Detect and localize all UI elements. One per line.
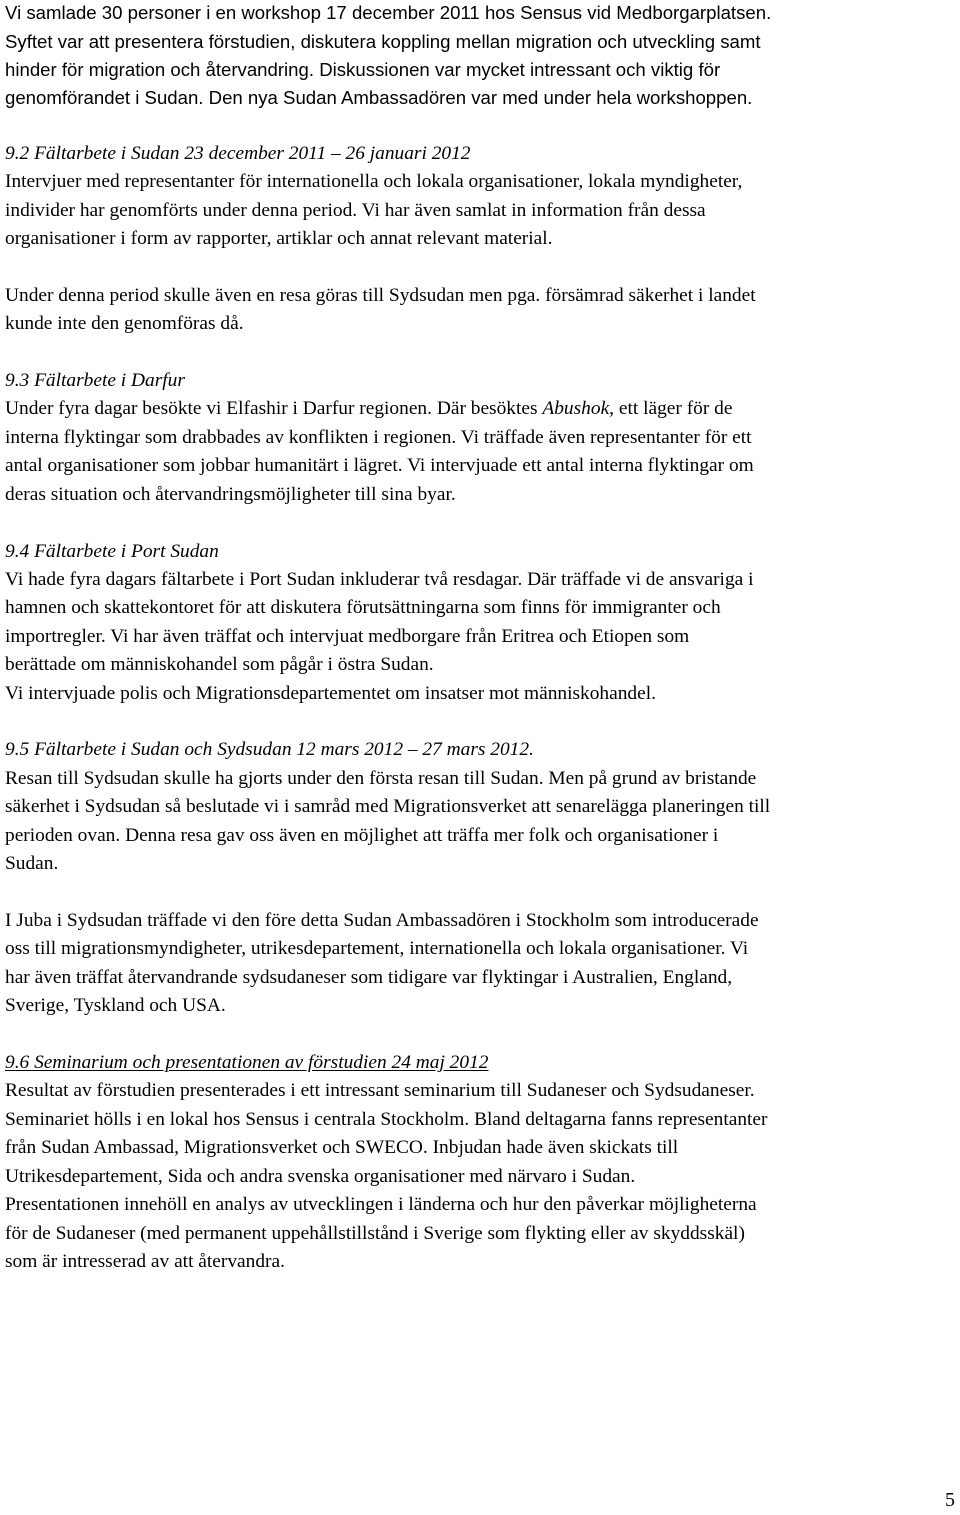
s92-line-1: Intervjuer med representanter för internationella och lokala organisationer, lokala myndigheter, <box>5 171 743 192</box>
s94-line-4: berättade om människohandel som pågår i östra Sudan. <box>5 654 434 675</box>
camp-name: Abushok <box>542 398 610 419</box>
intro-line-2: Syftet var att presentera förstudien, diskutera koppling mellan migration och utveckling samt <box>5 31 761 52</box>
s96-line-5: Presentationen innehöll en analys av utvecklingen i länderna och hur den påverkar möjligheterna <box>5 1194 757 1215</box>
s92-p2-line-1: Under denna period skulle även en resa göras till Sydsudan men pga. försämrad säkerhet i landet <box>5 285 756 306</box>
s92-line-3: organisationer i form av rapporter, artiklar och annat relevant material. <box>5 228 553 249</box>
s94-line-5: Vi intervjuade polis och Migrationsdepartementet om insatser mot människohandel. <box>5 683 656 704</box>
section-9-3-heading: 9.3 Fältarbete i Darfur <box>5 370 185 391</box>
s95-p2-line-3: har även träffat återvandrande sydsudaneser som tidigare var flyktingar i Australien, England, <box>5 967 733 988</box>
s95-p2-line-4: Sverige, Tyskland och USA. <box>5 995 226 1016</box>
s96-line-7: som är intresserad av att återvandra. <box>5 1251 285 1272</box>
s95-line-2: säkerhet i Sydsudan så beslutade vi i samråd med Migrationsverket att senarelägga planeringen till <box>5 796 771 817</box>
s93-line-4: deras situation och återvandringsmöjligheter till sina byar. <box>5 484 456 505</box>
s95-line-3: perioden ovan. Denna resa gav oss även en möjlighet att träffa mer folk och organisationer i <box>5 825 719 846</box>
section-9-5-heading: 9.5 Fältarbete i Sudan och Sydsudan 12 mars 2012 – 27 mars 2012. <box>5 739 534 760</box>
intro-line-1: Vi samlade 30 personer i en workshop 17 december 2011 hos Sensus vid Medborgarplatsen. <box>5 2 772 23</box>
s96-line-4: Utrikesdepartement, Sida och andra svenska organisationer med närvaro i Sudan. <box>5 1166 636 1187</box>
s96-line-3: från Sudan Ambassad, Migrationsverket och SWECO. Inbjudan hade även skickats till <box>5 1137 679 1158</box>
s93-line-1 <box>5 394 732 423</box>
s93-line-3: antal organisationer som jobbar humanitärt i lägret. Vi intervjuade ett antal interna flyktingar om <box>5 455 754 476</box>
intro-line-4: genomförandet i Sudan. Den nya Sudan Ambassadören var med under hela workshoppen. <box>5 87 753 108</box>
s95-p2-line-1: I Juba i Sydsudan träffade vi den före detta Sudan Ambassadören i Stockholm som introducerade <box>5 910 759 931</box>
s93-line-1-a: Under fyra dagar besökte vi Elfashir i Darfur regionen. <box>5 398 432 419</box>
s95-p2-line-2: oss till migrationsmyndigheter, utrikesdepartement, internationella och lokala organisationer. Vi <box>5 938 749 959</box>
s94-line-2: hamnen och skattekontoret för att diskutera förutsättningarna som finns för immigranter och <box>5 597 721 618</box>
s92-p2-line-2: kunde inte den genomföras då. <box>5 313 244 334</box>
section-9-4-heading: 9.4 Fältarbete i Port Sudan <box>5 541 219 562</box>
s94-line-3: importregler. Vi har även träffat och intervjuat medborgare från Eritrea och Etiopen som <box>5 626 690 647</box>
section-9-2-heading: 9.2 Fältarbete i Sudan 23 december 2011 – 26 januari 2012 <box>5 143 471 164</box>
s93-line-1-d: , ett läger för de <box>609 398 733 419</box>
s93-line-2: interna flyktingar som drabbades av konflikten i regionen. Vi träffade även representanter för ett <box>5 427 752 448</box>
s92-line-2: individer har genomförts under denna period. Vi har även samlat in information från dessa <box>5 200 706 221</box>
section-9-6-heading: 9.6 Seminarium och presentationen av förstudien 24 maj 2012 <box>5 1052 489 1073</box>
s96-line-2: Seminariet hölls i en lokal hos Sensus i centrala Stockholm. Bland deltagarna fanns representanter <box>5 1109 768 1130</box>
intro-line-3: hinder för migration och återvandring. Diskussionen var mycket intressant och viktig för <box>5 59 721 80</box>
s95-line-1: Resan till Sydsudan skulle ha gjorts under den första resan till Sudan. Men på grund av bristande <box>5 768 757 789</box>
s93-line-1-b: Där besöktes <box>436 398 538 419</box>
page-number: 5 <box>945 1489 955 1511</box>
s94-line-1: Vi hade fyra dagars fältarbete i Port Sudan inkluderar två resdagar. Där träffade vi de ansvariga i <box>5 569 754 590</box>
s95-line-4: Sudan. <box>5 853 59 874</box>
s96-line-1: Resultat av förstudien presenterades i ett intressant seminarium till Sudaneser och Sydsudaneser. <box>5 1080 755 1101</box>
s96-line-6: för de Sudaneser (med permanent uppehållstillstånd i Sverige som flykting eller av skyddsskäl) <box>5 1223 745 1244</box>
